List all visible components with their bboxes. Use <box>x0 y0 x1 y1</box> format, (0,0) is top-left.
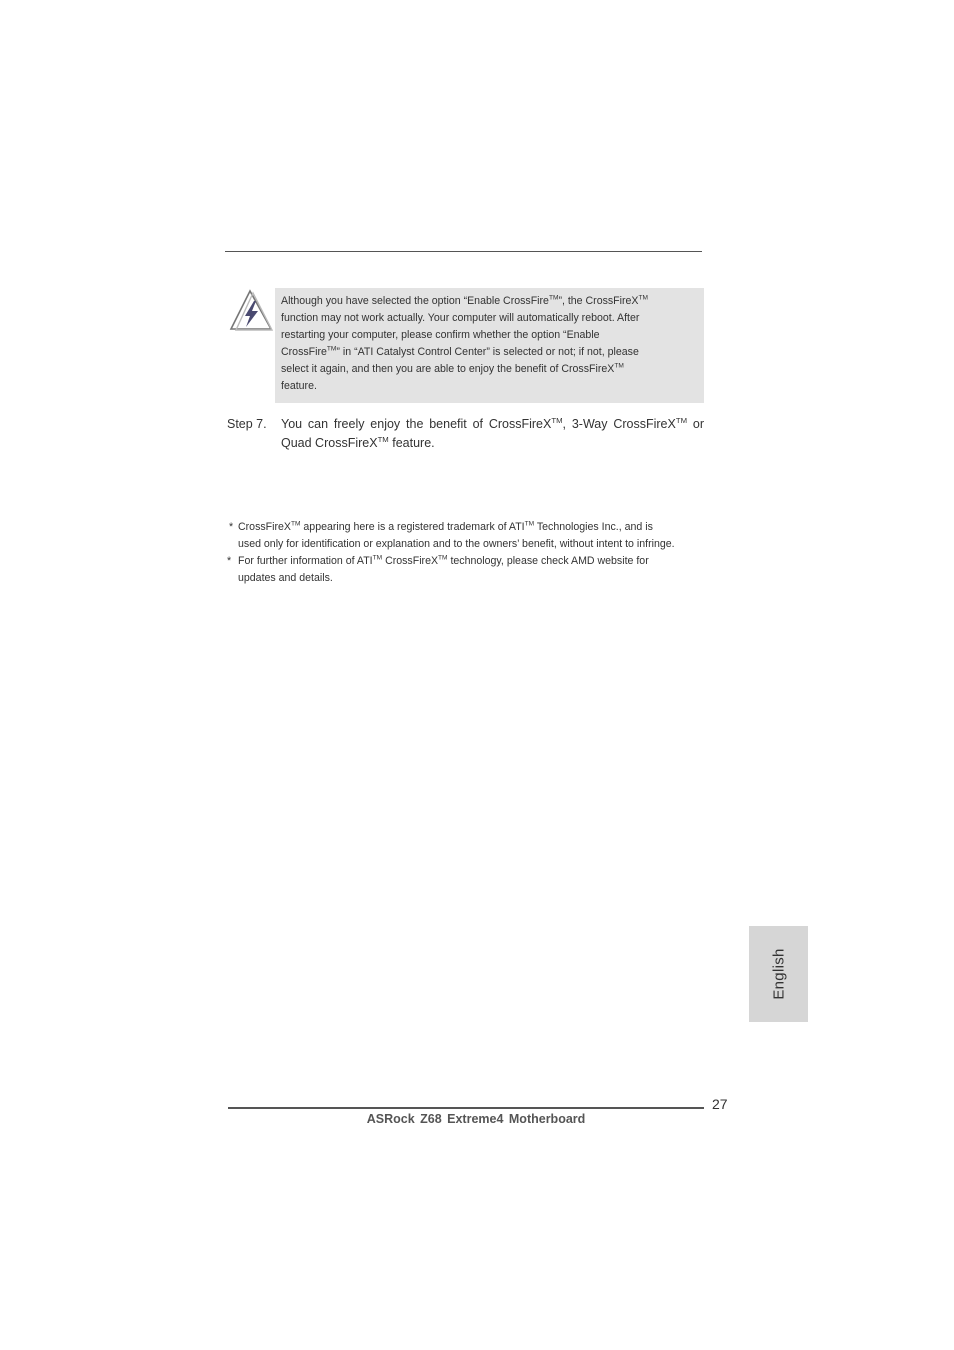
warning-note <box>275 288 704 403</box>
note-line-5: select it again, and then you are able to enjoy the benefit of CrossFireX™ <box>281 362 624 375</box>
step-text <box>281 415 704 453</box>
footnote-1: * CrossFireX™ appearing here is a registered trademark of ATI™ Technologies Inc., and is used only for identification or explanation and to the owners’ benefit, without intent to infringe. <box>229 520 675 550</box>
step-line-2: Quad CrossFireX™ feature. <box>281 434 435 450</box>
footer-rule <box>228 1107 704 1109</box>
note-line-4: CrossFire™” in “ATI Catalyst Control Center” is selected or not; if not, please <box>281 345 639 358</box>
footnote-2: * For further information of ATI™ CrossFireX™ technology, please check AMD website for updates and details. <box>227 554 649 584</box>
footnotes <box>226 519 706 587</box>
step-label: Step 7. <box>227 417 267 431</box>
note-line-6: feature. <box>281 380 317 392</box>
header-rule <box>225 251 702 252</box>
language-tab-label: English <box>770 948 787 1000</box>
note-line-1: Although you have selected the option “Enable CrossFire™”, the CrossFireX™ <box>281 294 648 307</box>
language-tab <box>749 926 808 1022</box>
warning-icon <box>228 289 274 333</box>
page-number: 27 <box>712 1096 728 1112</box>
note-line-3: restarting your computer, please confirm whether the option “Enable <box>281 329 600 341</box>
note-line-2: function may not work actually. Your computer will automatically reboot. After <box>281 312 640 324</box>
step-line-1: You can freely enjoy the benefit of CrossFireX™, 3-Way CrossFireX™ or <box>281 415 704 431</box>
footer-title: ASRock Z68 Extreme4 Motherboard <box>366 1112 586 1126</box>
